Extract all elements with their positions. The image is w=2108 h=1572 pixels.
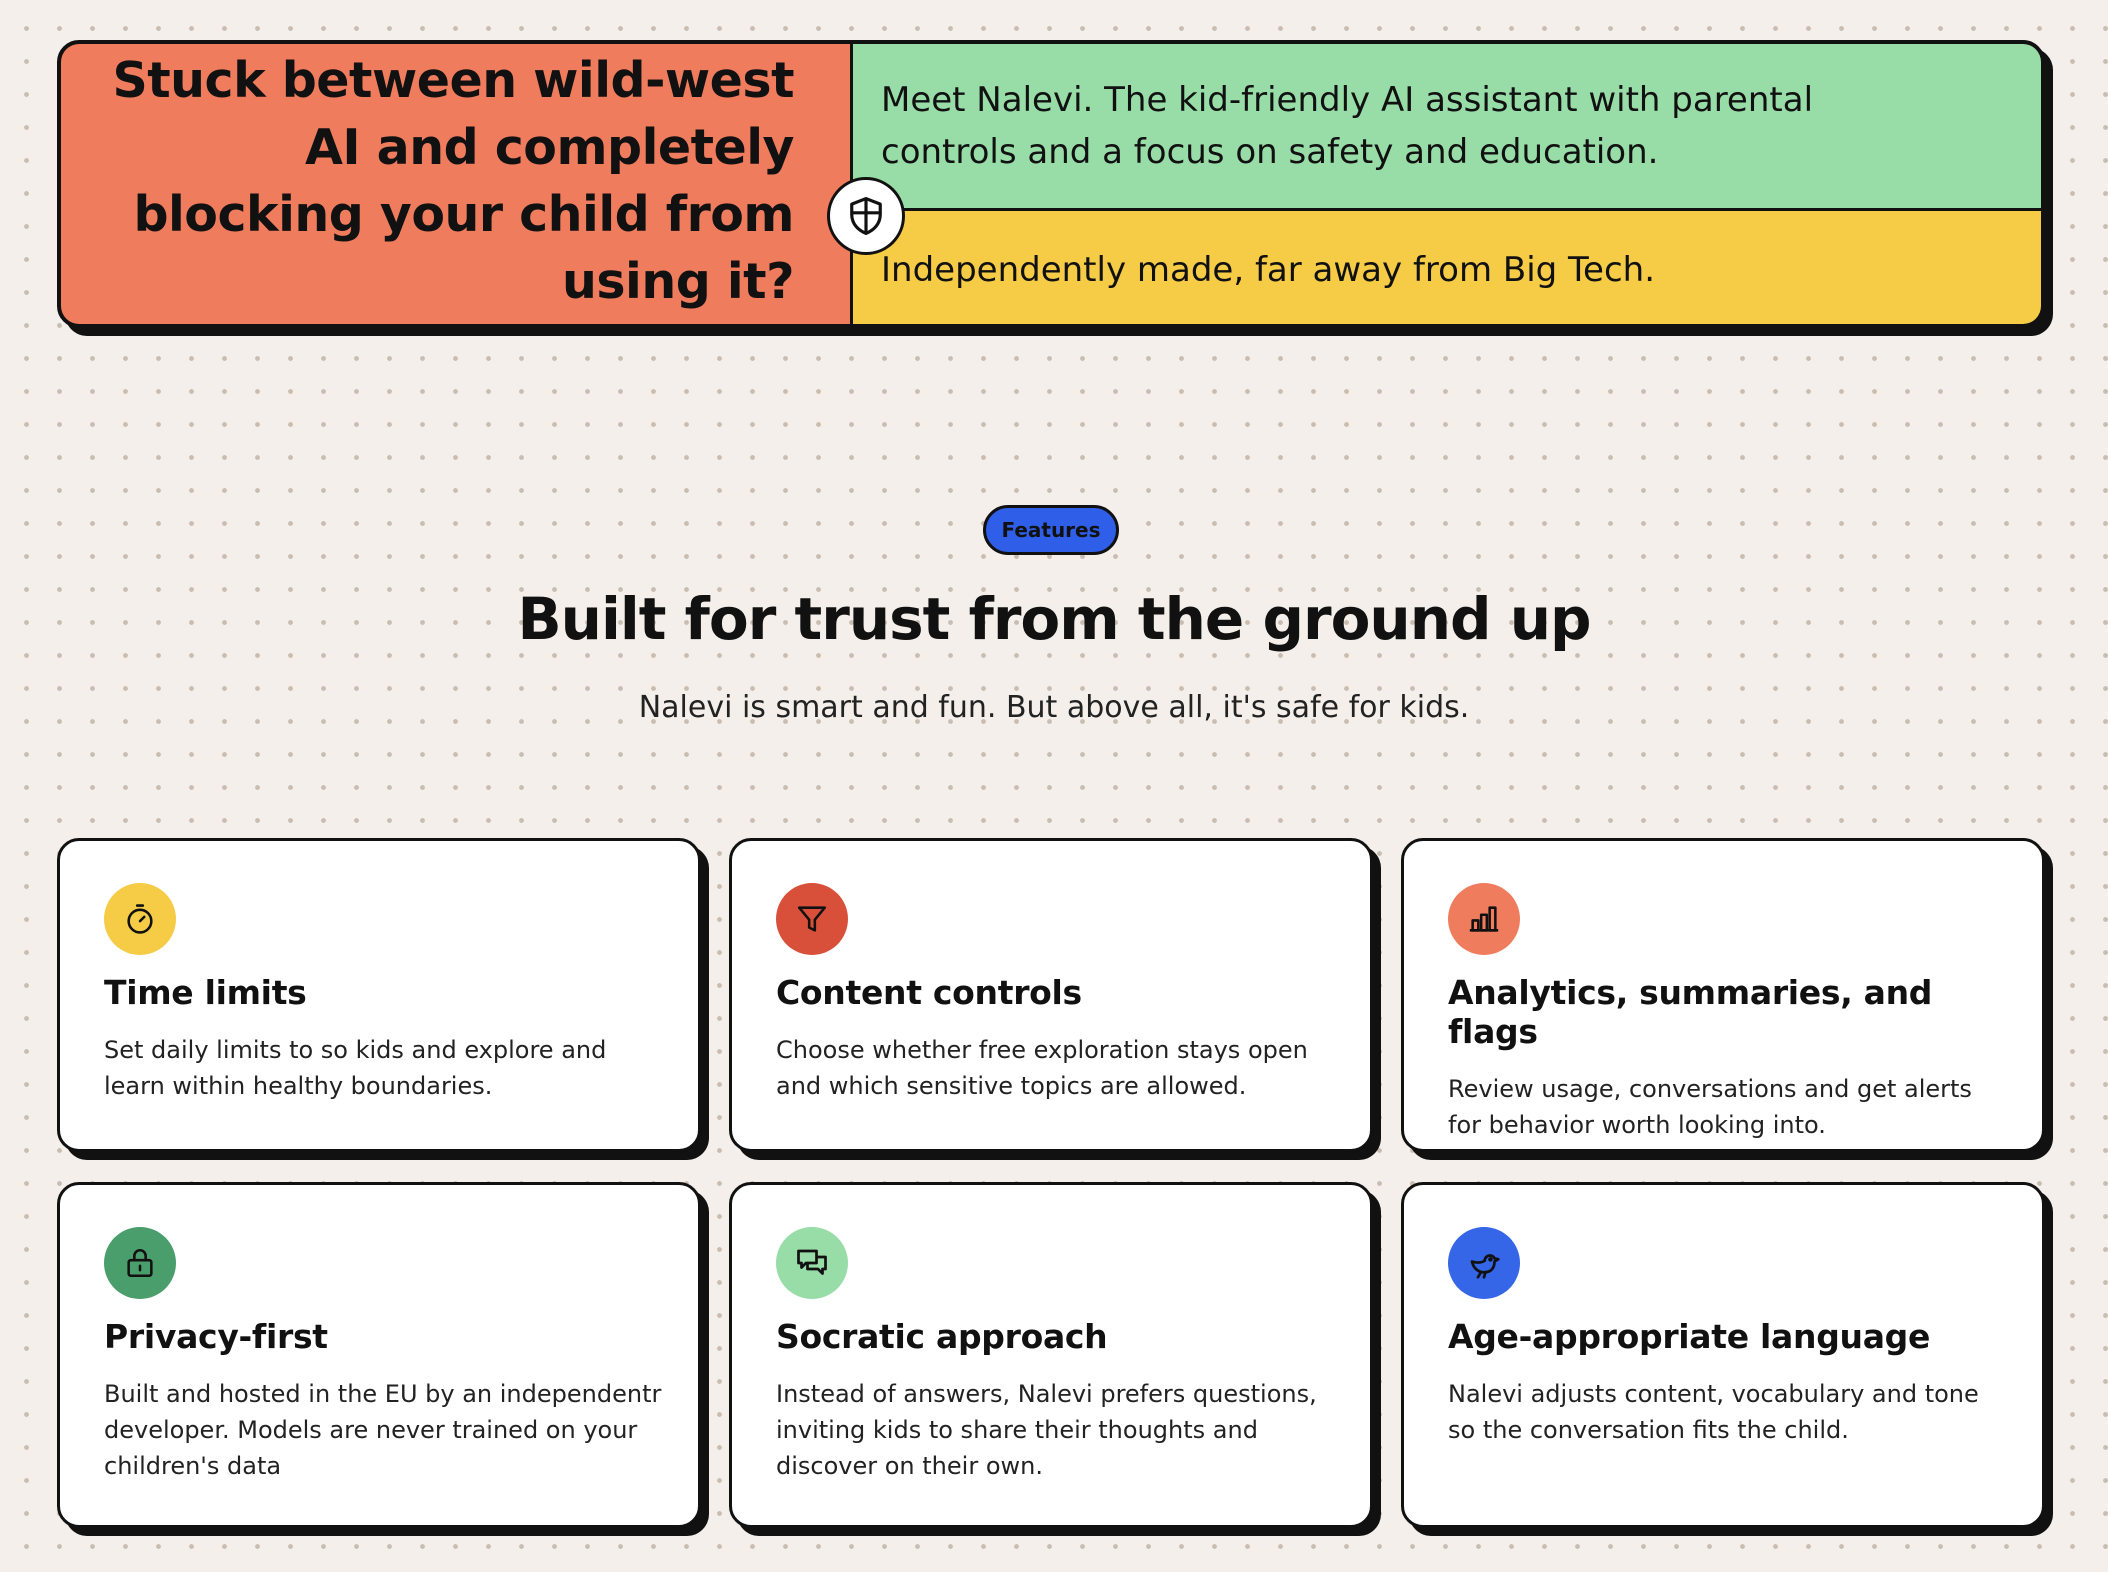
stopwatch-icon (104, 883, 176, 955)
bar-chart-icon (1448, 883, 1520, 955)
feature-card-title: Content controls (776, 973, 1082, 1012)
hero-intro-panel (853, 44, 2041, 211)
lock-icon (104, 1227, 176, 1299)
hero-right-panel (853, 44, 2041, 324)
feature-card-analytics (1401, 838, 2045, 1152)
feature-card-title: Socratic approach (776, 1317, 1108, 1356)
hero-headline: Stuck between wild-west AI and completely blocking your child from using it? (112, 52, 794, 310)
feature-card-description: Instead of answers, Nalevi prefers questions, inviting kids to share their thoughts and discover on their own. (776, 1380, 1317, 1480)
feature-card-title: Age-appropriate language (1448, 1317, 1931, 1356)
hero-headline-panel (61, 44, 853, 324)
feature-card-socratic (729, 1182, 1373, 1528)
feature-card-title: Time limits (104, 973, 307, 1012)
feature-card-description: Choose whether free exploration stays open and which sensitive topics are allowed. (776, 1036, 1308, 1100)
feature-card-description: Review usage, conversations and get alerts for behavior worth looking into. (1448, 1075, 1972, 1139)
feature-card-description: Nalevi adjusts content, vocabulary and tone so the conversation fits the child. (1448, 1380, 1979, 1444)
section-title: Built for trust from the ground up (517, 585, 1591, 653)
hero-intro: Meet Nalevi. The kid-friendly AI assistant with parental controls and a focus on safety and education. (881, 80, 1814, 172)
feature-card-description: Set daily limits to so kids and explore and learn within healthy boundaries. (104, 1036, 607, 1100)
hero-banner (57, 40, 2045, 328)
feature-card-description: Built and hosted in the EU by an independentr developer. Models are never trained on your children's data (104, 1380, 662, 1480)
chat-bubbles-icon (776, 1227, 848, 1299)
feature-card-title: Privacy-first (104, 1317, 328, 1356)
filter-icon (776, 883, 848, 955)
section-subtitle: Nalevi is smart and fun. But above all, it's safe for kids. (638, 690, 1470, 725)
hero-tagline-panel (853, 211, 2041, 324)
feature-card-age-appropriate (1401, 1182, 2045, 1528)
feature-card-title: Analytics, summaries, and flags (1448, 973, 1933, 1051)
feature-card-privacy (57, 1182, 701, 1528)
feature-card-time-limits (57, 838, 701, 1152)
hero-tagline: Independently made, far away from Big Tech. (881, 250, 1655, 290)
bird-icon (1448, 1227, 1520, 1299)
feature-card-content-controls (729, 838, 1373, 1152)
shield-icon (827, 177, 905, 255)
features-pill: Features (983, 505, 1119, 555)
